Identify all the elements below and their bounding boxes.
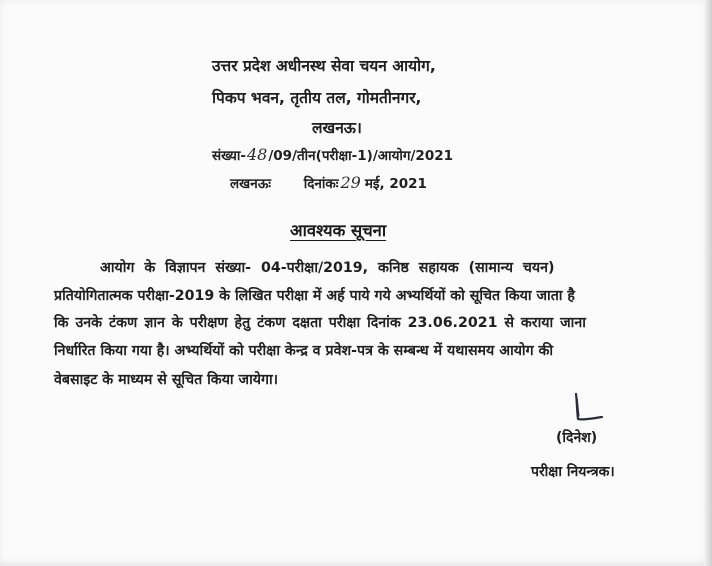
header-city: लखनऊ। <box>312 119 362 137</box>
notice-body-line-4: निर्धारित किया गया है। अभ्यर्थियों को परीक्षा केन्द्र व प्रवेश-पत्र के सम्बन्ध में यथासमय आयोग की <box>54 343 554 359</box>
date-month-year: मई, 2021 <box>364 176 427 192</box>
date-row <box>230 173 427 192</box>
handwritten-signature <box>568 392 608 426</box>
notice-body-line-1: आयोग के विज्ञापन संख्या- 04-परीक्षा/2019, कनिष्ठ सहायक (सामान्य चयन) <box>100 260 555 276</box>
date-handwritten-day: 29 <box>340 173 361 192</box>
notice-body-line-5: वेबसाइट के माध्यम से सूचित किया जायेगा। <box>54 372 279 388</box>
reference-suffix: /09/तीन(परीक्षा-1)/आयोग/2021 <box>268 148 454 164</box>
header-address: पिकप भवन, तृतीय तल, गोमतीनगर, <box>212 89 422 107</box>
header-organization: उत्तर प्रदेश अधीनस्थ सेवा चयन आयोग, <box>212 57 436 75</box>
notice-body-line-3: कि उनके टंकण ज्ञान के परीक्षण हेतु टंकण दक्षता परीक्षा दिनांक 23.06.2021 से कराया जाना <box>54 315 586 331</box>
signatory-name: (दिनेश) <box>556 430 598 446</box>
reference-handwritten-number: 48 <box>246 145 268 164</box>
date-city: लखनऊः <box>230 176 272 192</box>
reference-number-row <box>212 145 453 164</box>
notice-title: आवश्यक सूचना <box>290 221 387 240</box>
page-edge-shadow <box>704 0 712 566</box>
date-label: दिनांकः <box>303 176 339 192</box>
signatory-designation: परीक्षा नियन्त्रक। <box>531 464 615 480</box>
notice-body-line-2: प्रतियोगितात्मक परीक्षा-2019 के लिखित परीक्षा में अर्ह पाये गये अभ्यर्थियों को सूचित किया जाता है <box>54 288 575 304</box>
reference-prefix: संख्या- <box>212 148 246 164</box>
